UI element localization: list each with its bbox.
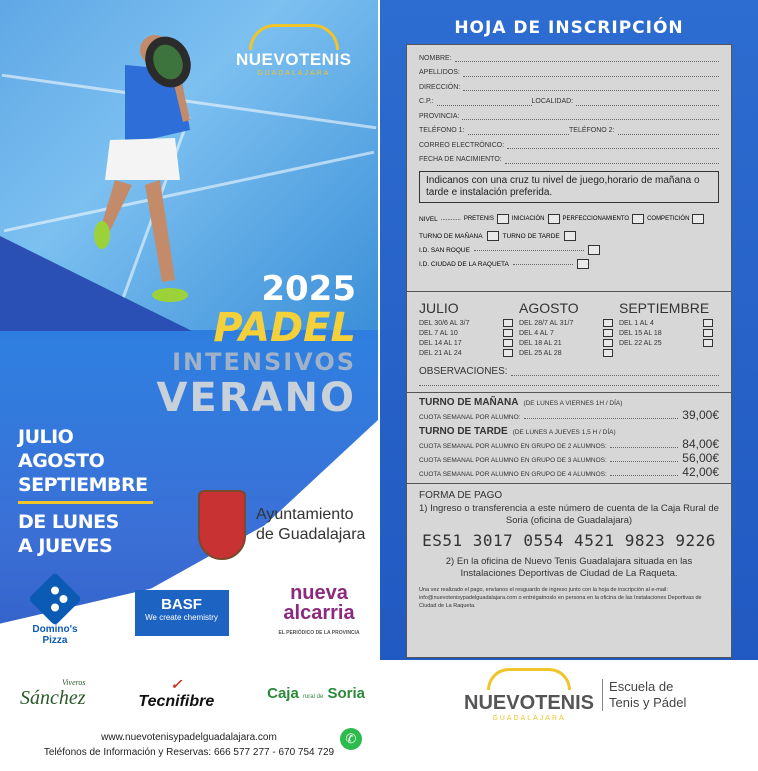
yellow-divider [18, 501, 153, 504]
week-checkbox[interactable] [503, 349, 513, 357]
logo-sub: GUADALAJARA [257, 70, 331, 77]
cover-panel [0, 0, 378, 771]
sanroque-row: I.D. SAN ROQUE [407, 243, 731, 257]
calendar-week[interactable]: DEL 1 AL 4 [619, 318, 719, 328]
caja-rural-soria-logo: Caja rural de Soria [267, 685, 365, 702]
month-agosto: AGOSTO [18, 450, 105, 472]
field-fecha[interactable]: FECHA DE NACIMIENTO: [407, 153, 731, 168]
turno-manana-checkbox[interactable] [487, 231, 499, 241]
week-checkbox[interactable] [603, 319, 613, 327]
coat-of-arms-icon [198, 490, 246, 560]
observaciones-input[interactable] [511, 368, 719, 376]
turno-row: TURNO DE MAÑANA TURNO DE TARDE [407, 229, 731, 243]
level-row: NIVEL ............ PRETENIS INICIACIÓN PERFECCIONAMIENTO COMPETICIÓN [407, 209, 731, 229]
telefono2-input[interactable] [618, 127, 719, 135]
tecnifibre-mark-icon: ✓ [170, 676, 183, 692]
registration-form: NOMBRE: APELLIDOS: DIRECCIÓN: C.P.: LOCALIDAD: PROVINCIA: TELÉFONO 1: TELÉFONO 2: CORREO ELECTRÓNICO: FECHA DE NACIMIENTO: Indicanos con una cruz tu nivel de juego,horario de mañana o tarde e instalación preferida. NIVEL ............ PRETENIS INICIACIÓN PERFECCIONAMIENTO COMPETICIÓN TURNO DE MAÑANA TURNO DE TARDE I.D. SAN ROQUE I.D. CIUDAD DE LA RAQUETA JULIO DEL 30/6 AL 3/7 DEL 7 AL 10 DEL 14 AL 17 DEL 21 AL 24 AGOSTO DEL 28/7 AL 31/7 DEL 4 AL 7 DEL 18 AL 21 DEL 25 AL 28 SEPTIEMBRE DEL 1 AL 4 DEL 15 AL 18 DEL 22 AL 25 OBSERVACIONES: TURNO DE MAÑANA (DE LUNES A VIERNES 1H / DÍA) CUOTA SEMANAL POR ALUMNO: 39,00€ TURNO DE TARDE (DE LUNES A JUEVES 1,5 H / DÍA) CUOTA SEMANAL POR ALUMNO EN GRUPO DE 2 ALUMNOS: 84,00€ CUOTA SEMANAL POR ALUMNO EN GRUPO DE 3 ALUMNOS: 56,00€ CUOTA SEMANAL POR ALUMNO EN GRUPO DE 4 ALUMNOS: 42,00€ FORMA DE PAGO 1) Ingreso o transferencia a este número de cuenta de la Caja Rural de Soria (oficina de Guadalajara) ES51 3017 0554 4521 9823 9226 2) En la oficina de Nuevo Tenis Guadalajara situada en las Instalaciones Deportivas de Ciudad de La Raqueta. Una vez realizado el pago, envíanos el resguardo de ingreso junto con la hoja de inscripción al e-mail: info@nuevotenisypadelguadalajara.com o entrégatnoslo en persona en la oficina de las Instalaciones Deportivas de Ciudad de La Raqueta. [406, 44, 732, 658]
raqueta-row: I.D. CIUDAD DE LA RAQUETA [407, 257, 731, 271]
turno-tarde-checkbox[interactable] [564, 231, 576, 241]
week-checkbox[interactable] [703, 329, 713, 337]
payment-note: Una vez realizado el pago, envíanos el resguardo de ingreso junto con la hoja de inscripción al e-mail: info@nuevotenisypadelguadalajara.com o entrégatnoslo en persona en la oficina de las Instalaciones Deportivas de Ciudad de La Raqueta. [419, 587, 702, 609]
calendar-week[interactable]: DEL 14 AL 17 [419, 338, 519, 348]
week-checkbox[interactable] [603, 349, 613, 357]
calendar-week[interactable]: DEL 7 AL 10 [419, 328, 519, 338]
basf-logo: BASF We create chemistry [135, 590, 229, 636]
dominos-logo: Domino's Pizza [20, 580, 90, 646]
nueva-alcarria-logo: nueva alcarria EL PERIÓDICO DE LA PROVINCIA [278, 582, 360, 636]
provincia-input[interactable] [462, 112, 719, 120]
title-year: 2025 [261, 269, 356, 309]
localidad-input[interactable] [576, 98, 719, 106]
field-direccion[interactable]: DIRECCIÓN: [407, 80, 731, 95]
correo-input[interactable] [507, 141, 719, 149]
week-checkbox[interactable] [603, 329, 613, 337]
calendar-week[interactable]: DEL 15 AL 18 [619, 328, 719, 338]
form-title: HOJA DE INSCRIPCIÓN [454, 18, 684, 38]
month-julio: JULIO [18, 426, 74, 448]
prices-section: TURNO DE MAÑANA (DE LUNES A VIERNES 1H / DÍA) CUOTA SEMANAL POR ALUMNO: 39,00€ TURNO DE TARDE (DE LUNES A JUEVES 1,5 H / DÍA) CUOTA SEMANAL POR ALUMNO EN GRUPO DE 2 ALUMNOS: 84,00€ CUOTA SEMANAL POR ALUMNO EN GRUPO DE 3 ALUMNOS: 56,00€ CUOTA SEMANAL POR ALUMNO EN GRUPO DE 4 ALUMNOS: 42,00€ [407, 393, 731, 484]
school-logo: NUEVOTENIS GUADALAJARA Escuela de Tenis y Pádel [464, 668, 686, 722]
pretenis-checkbox[interactable] [497, 214, 509, 224]
sanroque-checkbox[interactable] [588, 245, 600, 255]
calendar-month: AGOSTO [519, 300, 579, 316]
week-checkbox[interactable] [503, 339, 513, 347]
logo-arc-icon [487, 668, 571, 690]
direccion-input[interactable] [463, 83, 719, 91]
calendar-week[interactable]: DEL 22 AL 25 [619, 338, 719, 348]
competicion-checkbox[interactable] [692, 214, 704, 224]
calendar-week[interactable]: DEL 25 AL 28 [519, 348, 619, 358]
phones: Teléfonos de Información y Reservas: 666 577 277 - 670 754 729 [43, 747, 335, 758]
calendar-week[interactable]: DEL 4 AL 7 [519, 328, 619, 338]
week-checkbox[interactable] [503, 329, 513, 337]
logo-arc-icon [249, 24, 339, 50]
observaciones-row[interactable]: OBSERVACIONES: [407, 366, 731, 377]
payment-option-1: 1) Ingreso o transferencia a este número de cuenta de la Caja Rural de Soria (oficina de Guadalajara) [419, 503, 719, 526]
field-correo[interactable]: CORREO ELECTRÓNICO: [407, 138, 731, 153]
calendar-week[interactable]: DEL 28/7 AL 31/7 [519, 318, 619, 328]
apellidos-input[interactable] [463, 69, 719, 77]
month-septiembre: SEPTIEMBRE [18, 474, 148, 496]
field-nombre[interactable]: NOMBRE: [407, 51, 731, 66]
week-checkbox[interactable] [703, 339, 713, 347]
calendar-month: SEPTIEMBRE [619, 300, 710, 316]
cp-input[interactable] [437, 98, 532, 106]
week-checkbox[interactable] [703, 319, 713, 327]
calendar-col [419, 300, 519, 358]
week-checkbox[interactable] [603, 339, 613, 347]
calendar-col [519, 300, 619, 358]
calendar-week[interactable]: DEL 18 AL 21 [519, 338, 619, 348]
sponsor-row-1 [20, 580, 365, 646]
iban: ES51 3017 0554 4521 9823 9226 [422, 531, 716, 550]
ayto-line2: de Guadalajara [256, 526, 366, 543]
iniciacion-checkbox[interactable] [548, 214, 560, 224]
ayuntamiento-logo [198, 490, 365, 560]
field-provincia[interactable]: PROVINCIA: [407, 109, 731, 124]
raqueta-checkbox[interactable] [577, 259, 589, 269]
telefono1-input[interactable] [468, 127, 569, 135]
calendar-section [407, 292, 731, 393]
logo-name: NUEVOTENIS [236, 50, 352, 69]
nombre-input[interactable] [455, 54, 719, 62]
calendar-week[interactable]: DEL 21 AL 24 [419, 348, 519, 358]
viveros-sanchez-logo: Viveros Sánchez [20, 677, 86, 709]
website[interactable]: www.nuevotenisypadelguadalajara.com [101, 732, 277, 743]
domino-tile-icon [28, 572, 82, 626]
nuevotenis-logo [236, 24, 352, 77]
calendar-month: JULIO [419, 300, 459, 316]
sponsor-row-2 [20, 676, 365, 711]
calendar-week[interactable]: DEL 30/6 AL 3/7 [419, 318, 519, 328]
observaciones-line[interactable] [419, 385, 719, 386]
registration-panel [380, 0, 758, 771]
payment-title: FORMA DE PAGO [419, 490, 503, 501]
days-line-1: DE LUNES [18, 511, 119, 533]
price-group-3: CUOTA SEMANAL POR ALUMNO EN GRUPO DE 3 ALUMNOS: 56,00€ [419, 451, 719, 465]
fecha-input[interactable] [505, 156, 719, 164]
whatsapp-icon[interactable]: ✆ [340, 728, 362, 750]
payment-section [407, 484, 731, 616]
calendar-columns [407, 292, 731, 358]
title-intensivos: INTENSIVOS [172, 348, 356, 376]
price-group-4: CUOTA SEMANAL POR ALUMNO EN GRUPO DE 4 ALUMNOS: 42,00€ [419, 465, 719, 479]
payment-option-2: 2) En la oficina de Nuevo Tenis Guadalajara situada en las Instalaciones Deportivas de Ciudad de La Raqueta. [445, 556, 693, 579]
price-group-2: CUOTA SEMANAL POR ALUMNO EN GRUPO DE 2 ALUMNOS: 84,00€ [419, 437, 719, 451]
tecnifibre-logo: ✓ Tecnifibre [138, 676, 215, 710]
week-checkbox[interactable] [503, 319, 513, 327]
instruction-note: Indicanos con una cruz tu nivel de juego,horario de mañana o tarde e instalación preferida. [419, 171, 719, 203]
field-apellidos[interactable]: APELLIDOS: [407, 66, 731, 81]
ayto-line1: Ayuntamiento [256, 506, 354, 523]
title-verano: VERANO [156, 375, 356, 421]
calendar-col [619, 300, 719, 358]
days-line-2: A JUEVES [18, 535, 113, 557]
title-padel: PADEL [213, 305, 356, 351]
months-block [18, 425, 153, 558]
price-manana: CUOTA SEMANAL POR ALUMNO: 39,00€ [419, 408, 719, 422]
perfeccionamiento-checkbox[interactable] [632, 214, 644, 224]
